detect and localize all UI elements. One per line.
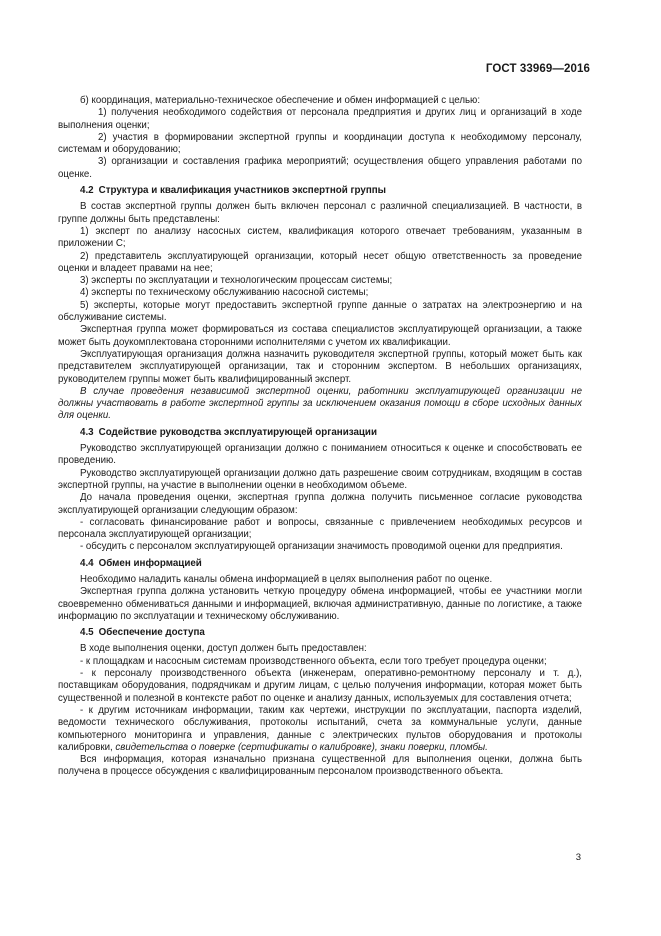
list-item-text: - к другим источникам информации, таким как чертежи, инструкции по эксплуатации, паспорта изделий, ведомости технического обслуживания, протоколы испытаний, счета за коммунальные услуги, данные компьютерного мониторинга и управления, данные с электрических пультов оборудования и протоколы калибровки, bbox=[58, 704, 582, 753]
section-heading-4-4 bbox=[58, 558, 582, 570]
section-number: 4.2 bbox=[80, 185, 94, 197]
list-item: 5) эксперты, которые могут предоставить экспертной группе данные о затратах на электроэнергию и на обслуживание системы. bbox=[58, 299, 582, 324]
section-number: 4.4 bbox=[80, 557, 94, 569]
list-item bbox=[58, 705, 582, 754]
section-number: 4.5 bbox=[80, 627, 94, 639]
paragraph: В ходе выполнения оценки, доступ должен быть предоставлен: bbox=[80, 643, 367, 655]
paragraph-b1: 1) получения необходимого содействия от персонала предприятия и других лиц и организаций в ходе выполнения оценки; bbox=[58, 107, 582, 131]
list-item: - к площадкам и насосным системам производственного объекта, если того требует процедура оценки; bbox=[80, 655, 547, 667]
paragraph: В состав экспертной группы должен быть включен персонал с различной специализацией. В частности, в группе должны быть представлены: bbox=[58, 201, 582, 225]
paragraph-b3: 3) организации и составления графика мероприятий; осуществления общего управления работами по оценке. bbox=[58, 156, 582, 180]
section-title: Обмен информацией bbox=[98, 557, 202, 569]
list-item: 4) эксперты по техническому обслуживанию насосной системы; bbox=[80, 287, 369, 299]
section-heading-4-5 bbox=[58, 627, 582, 639]
list-item: - согласовать финансирование работ и вопросы, связанные с привлечением необходимых ресурсов и персонала эксплуатирующей организации; bbox=[58, 516, 582, 541]
page-number: 3 bbox=[575, 852, 581, 863]
paragraph: Руководство эксплуатирующей организации должно дать разрешение своим сотрудникам, входящим в состав экспертной группы, на участие в выполнении оценки в необходимом объеме. bbox=[58, 467, 582, 491]
paragraph: Экспертная группа может формироваться из состава специалистов эксплуатирующей организации, а также может быть доукомплектована сторонними исполнителями с учетом их квалификации. bbox=[58, 324, 582, 348]
list-item: - к персоналу производственного объекта (инженерам, оперативно-ремонтному персоналу и т. д.), поставщикам оборудования, подрядчикам и другим лицам, с целью получения информации, которая может быть существенной и полезной в контексте работ по оценке и анализу данных, используемых для составления отчета; bbox=[58, 668, 582, 704]
list-item-italic-text: свидетельства о поверке (сертификаты о калибровке), знаки поверки, пломбы. bbox=[115, 741, 488, 753]
paragraph: Вся информация, которая изначально признана существенной для выполнения оценки, должна быть получена в процессе обсуждения с квалифицированным персоналом производственного объекта. bbox=[58, 754, 582, 778]
paragraph-b2: 2) участия в формировании экспертной группы и координации доступа к необходимому персоналу, системам и оборудованию; bbox=[58, 131, 582, 156]
section-heading-4-2 bbox=[58, 185, 582, 197]
section-number: 4.3 bbox=[80, 426, 94, 438]
paragraph: Эксплуатирующая организация должна назначить руководителя экспертной группы, который может быть как представителем эксплуатирующей организации, так и сторонним экспертом. В небольших организациях, руководителем группы может быть квалифицированный эксперт. bbox=[58, 348, 582, 385]
paragraph: Экспертная группа должна установить четкую процедуру обмена информацией, чтобы ее участники могли своевременно обмениваться данными и информацией, включая административную, данные по логистике, а также информацию по эксплуатации и техническому обслуживанию. bbox=[58, 586, 582, 622]
list-item: 1) эксперт по анализу насосных систем, квалификация которого отвечает требованиям, указанным в приложении С; bbox=[58, 225, 582, 250]
paragraph: Руководство эксплуатирующей организации должно с пониманием относиться к оценке и способствовать ее проведению. bbox=[58, 443, 582, 467]
section-heading-4-3 bbox=[58, 427, 582, 439]
section-title: Обеспечение доступа bbox=[98, 627, 205, 639]
paragraph: До начала проведения оценки, экспертная группа должна получить письменное согласие руководства эксплуатирующей организации следующим образом: bbox=[58, 492, 582, 516]
list-item: 2) представитель эксплуатирующей организации, который несет общую ответственность за проведение оценки и владеет правами на нее; bbox=[58, 250, 582, 274]
document-id: ГОСТ 33969—2016 bbox=[485, 63, 590, 75]
section-title: Содействие руководства эксплуатирующей организации bbox=[98, 426, 377, 438]
list-item: 3) эксперты по эксплуатации и технологическим процессам системы; bbox=[80, 275, 393, 287]
document-body bbox=[58, 95, 582, 779]
list-item: - обсудить с персоналом эксплуатирующей организации значимость проводимой оценки для предприятия. bbox=[80, 541, 563, 553]
section-title: Структура и квалификация участников экспертной группы bbox=[98, 185, 387, 197]
paragraph-b: б) координация, материально-техническое обеспечение и обмен информацией с целью: bbox=[80, 95, 481, 106]
paragraph: Необходимо наладить каналы обмена информацией в целях выполнения работ по оценке. bbox=[80, 573, 493, 585]
paragraph-italic: В случае проведения независимой экспертной оценки, работники эксплуатирующей организации не должны участвовать в работе экспертной группы за исключением оказания помощи в сборе исходных данных для оценки. bbox=[58, 385, 582, 422]
